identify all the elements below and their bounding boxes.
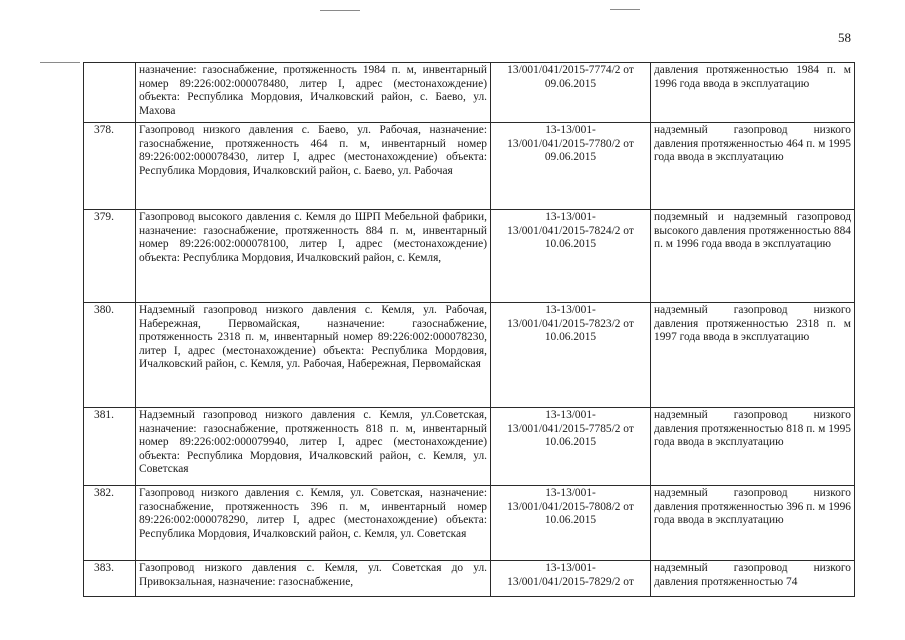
table-row bbox=[84, 210, 855, 303]
table-row bbox=[84, 561, 855, 597]
registration-record: 13/001/041/2015-7774/2 от 09.06.2015 bbox=[491, 63, 651, 123]
object-description: Газопровод высокого давления с. Кемля до ШРП Мебельной фабрики, назначение: газоснабжение, протяженность 884 п. м, инвентарный номер 89:226:002:000078100, литер I, адрес (местонахождение) объекта: Республика Мордовия, Ичалковский район, с. Кемля, bbox=[136, 210, 491, 303]
object-characteristics: надземный газопровод низкого давления протяженностью 396 п. м 1996 года ввода в эксплуатацию bbox=[651, 486, 855, 561]
table-row bbox=[84, 486, 855, 561]
table-row bbox=[84, 303, 855, 408]
scan-artifact bbox=[320, 10, 360, 11]
registration-record: 13-13/001- 13/001/041/2015-7785/2 от 10.06.2015 bbox=[491, 408, 651, 486]
registration-record: 13-13/001- 13/001/041/2015-7829/2 от bbox=[491, 561, 651, 597]
object-description: Надземный газопровод низкого давления с. Кемля, ул.Советская, назначение: газоснабжение, протяженность 818 п. м, инвентарный номер 89:226:002:000079940, литер I, адрес (местонахождение) объекта: Республика Мордовия, Ичалковский район, с. Кемля, ул. Советская bbox=[136, 408, 491, 486]
object-characteristics: давления протяженностью 1984 п. м 1996 года ввода в эксплуатацию bbox=[651, 63, 855, 123]
row-number: 380. bbox=[84, 303, 136, 408]
registration-record: 13-13/001- 13/001/041/2015-7824/2 от 10.06.2015 bbox=[491, 210, 651, 303]
registration-record: 13-13/001- 13/001/041/2015-7823/2 от 10.06.2015 bbox=[491, 303, 651, 408]
table-row bbox=[84, 63, 855, 123]
object-characteristics: надземный газопровод низкого давления протяженностью 74 bbox=[651, 561, 855, 597]
object-description: Газопровод низкого давления с. Кемля, ул. Советская до ул. Привокзальная, назначение: газоснабжение, bbox=[136, 561, 491, 597]
registration-record: 13-13/001- 13/001/041/2015-7780/2 от 09.06.2015 bbox=[491, 123, 651, 210]
table-row bbox=[84, 408, 855, 486]
object-characteristics: надземный газопровод низкого давления протяженностью 2318 п. м 1997 года ввода в эксплуатацию bbox=[651, 303, 855, 408]
object-characteristics: надземный газопровод низкого давления протяженностью 818 п. м 1995 года ввода в эксплуатацию bbox=[651, 408, 855, 486]
page-number: 58 bbox=[838, 30, 851, 45]
registry-table bbox=[83, 62, 855, 597]
row-number: 383. bbox=[84, 561, 136, 597]
object-description: Надземный газопровод низкого давления с. Кемля, ул. Рабочая, Набережная, Первомайская, назначение: газоснабжение, протяженность 2318 п. м, инвентарный номер 89:226:002:000078230, литер I, адрес (местонахождение) объекта: Республика Мордовия, Ичалковский район, с. Кемля, ул. Рабочая, Набережная, Первомайская bbox=[136, 303, 491, 408]
row-number: 378. bbox=[84, 123, 136, 210]
table-row bbox=[84, 123, 855, 210]
row-number: 379. bbox=[84, 210, 136, 303]
scan-artifact bbox=[40, 62, 80, 63]
object-description: назначение: газоснабжение, протяженность 1984 п. м, инвентарный номер 89:226:002:000078480, литер I, адрес (местонахождение) объекта: Республика Мордовия, Ичалковский район, с. Баево, ул. Махова bbox=[136, 63, 491, 123]
object-description: Газопровод низкого давления с. Кемля, ул. Советская, назначение: газоснабжение, протяженность 396 п. м, инвентарный номер 89:226:002:000078290, литер I, адрес (местонахождение) объекта: Республика Мордовия, Ичалковский район, с. Кемля, ул. Советская bbox=[136, 486, 491, 561]
scan-artifact bbox=[610, 9, 640, 10]
object-characteristics: подземный и надземный газопровод высокого давления протяженностью 884 п. м 1996 года ввода в эксплуатацию bbox=[651, 210, 855, 303]
object-description: Газопровод низкого давления с. Баево, ул. Рабочая, назначение: газоснабжение, протяженность 464 п. м, инвентарный номер 89:226:002:000078430, литер I, адрес (местонахождение) объекта: Республика Мордовия, Ичалковский район, с. Баево, ул. Рабочая bbox=[136, 123, 491, 210]
row-number: 381. bbox=[84, 408, 136, 486]
row-number bbox=[84, 63, 136, 123]
registration-record: 13-13/001- 13/001/041/2015-7808/2 от 10.06.2015 bbox=[491, 486, 651, 561]
row-number: 382. bbox=[84, 486, 136, 561]
object-characteristics: надземный газопровод низкого давления протяженностью 464 п. м 1995 года ввода в эксплуатацию bbox=[651, 123, 855, 210]
